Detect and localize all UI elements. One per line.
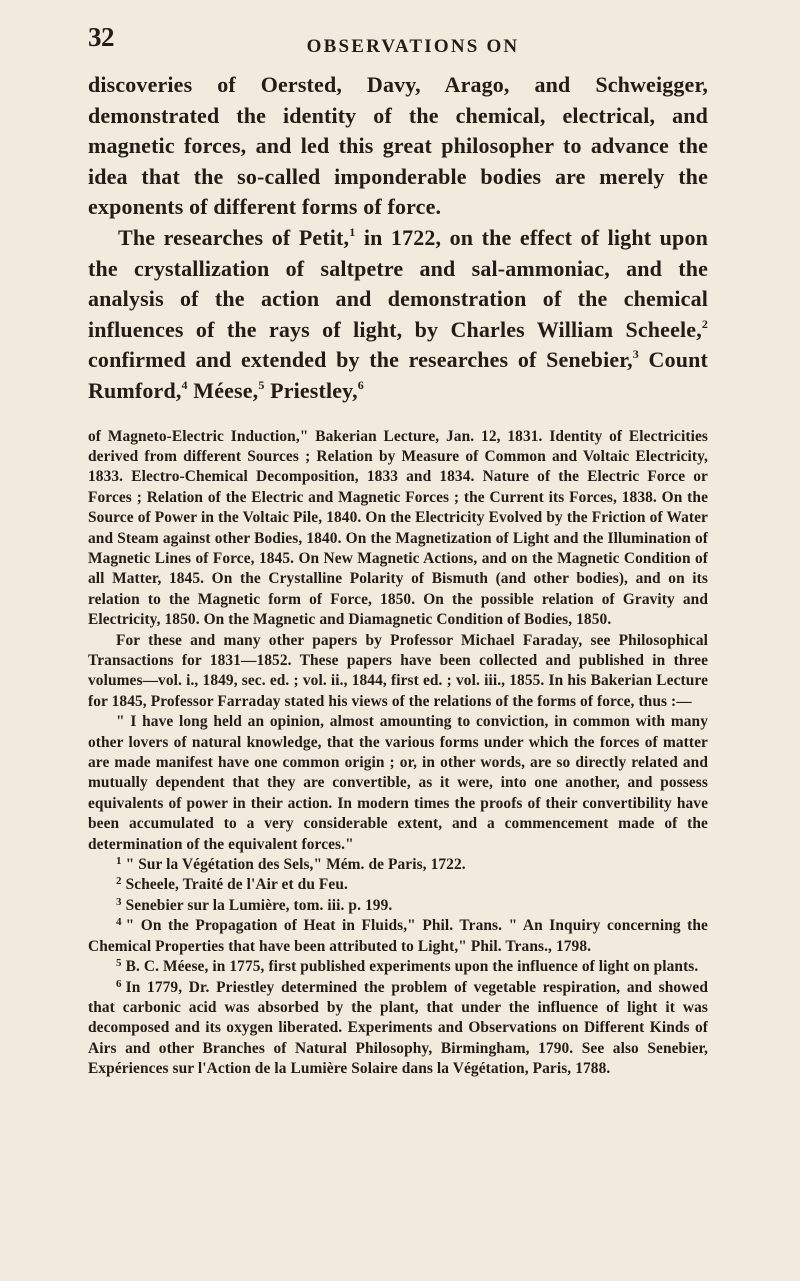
footnote-number: 5 bbox=[116, 957, 122, 970]
body-paragraph-2 bbox=[88, 223, 708, 407]
footnote-text: Scheele, Traité de l'Air et du Feu. bbox=[125, 876, 348, 894]
footnote-ref-5: 5 bbox=[258, 377, 265, 392]
page-number: 32 bbox=[88, 22, 114, 52]
footnote-text: Senebier sur la Lumière, tom. iii. p. 199. bbox=[125, 896, 393, 914]
page-header bbox=[88, 0, 708, 70]
footnote-number: 1 bbox=[116, 855, 122, 868]
footnote-ref-2: 2 bbox=[701, 316, 708, 331]
footnote-4 bbox=[88, 916, 708, 957]
footnote-number: 2 bbox=[116, 875, 122, 888]
text-run: Count Rumford, bbox=[88, 347, 708, 403]
body-paragraph-1: discoveries of Oersted, Davy, Arago, and Schweigger, demonstrated the identity of the chemical, electrical, and magnetic forces, and led this great philosopher to advance the idea that the so-called imponderable bodies are merely the exponents of different forms of force. bbox=[88, 72, 708, 220]
footnote-6 bbox=[88, 978, 708, 1080]
footnote-text: B. C. Méese, in 1775, first published experiments upon the influence of light on plants. bbox=[125, 958, 699, 976]
footnote-number: 6 bbox=[116, 977, 122, 990]
footnote-number: 3 bbox=[116, 895, 122, 908]
footnote-5 bbox=[88, 957, 708, 977]
footnote-faraday-paragraph: For these and many other papers by Professor Michael Faraday, see Philosophical Transactions for 1831—1852. These papers have been collected and published in three volumes—vol. i., 1849, sec. ed. ; vol. ii., 1844, first ed. ; vol. iii., 1855. In his Bakerian Lecture for 1845, Professor Farraday stated his views of the relations of the forms of force, thus :— bbox=[88, 631, 708, 710]
text-run: Méese, bbox=[187, 377, 259, 403]
footnote-text: In 1779, Dr. Priestley determined the problem of vegetable respiration, and showed that carbonic acid was absorbed by the plant, that under the influence of light it was decomposed and its oxygen liberated. Experiments and Observations on Different Kinds of Airs and other Branches of Natural Philosophy, Birmingham, 1790. See also Senebier, Expériences sur l'Action de la Lumière Solaire dans la Végétation, Paris, 1788. bbox=[88, 978, 708, 1078]
text-run: Priestley, bbox=[264, 377, 358, 403]
footnote-number: 4 bbox=[116, 916, 122, 929]
footnote-continuation: of Magneto-Electric Induction," Bakerian Lecture, Jan. 12, 1831. Identity of Electricities derived from different Sources ; Relation by Measure of Common and Voltaic Electricity, 1833. Electro-Chemical Decomposition, 1833 and 1834. Nature of the Electric Force or Forces ; Relation of the Electric and Magnetic Forces ; the Current its Forces, 1838. On the Source of Power in the Voltaic Pile, 1840. On the Electricity Evolved by the Friction of Water and Steam against other Bodies, 1840. On the Magnetization of Light and the Illumination of Magnetic Lines of Force, 1845. On New Magnetic Actions, and on the Magnetic Condition of all Matter, 1845. On the Crystalline Polarity of Bismuth (and other bodies), and on its relation to the Magnetic form of Force, 1850. On the possible relation of Gravity and Electricity, 1850. On the Magnetic and Diamagnetic Condition of Bodies, 1850. bbox=[88, 427, 708, 629]
footnote-3 bbox=[88, 896, 708, 916]
footnote-text: " Sur la Végétation des Sels," Mém. de Paris, 1722. bbox=[125, 856, 466, 874]
main-text bbox=[88, 70, 708, 407]
footnote-1 bbox=[88, 855, 708, 875]
footnote-faraday-quote: " I have long held an opinion, almost amounting to conviction, in common with many other lovers of natural knowledge, that the various forms under which the forces of matter are made manifest have one common origin ; or, in other words, are so directly related and mutually dependent that they are convertible, as it were, into one another, and possess equivalents of power in their action. In modern times the proofs of their convertibility have been accumulated to a very considerable extent, and a commencement made of the determination of the equivalent forces." bbox=[88, 713, 708, 853]
footnote-ref-4: 4 bbox=[181, 377, 188, 392]
footnote-ref-6: 6 bbox=[357, 377, 364, 392]
footnote-2 bbox=[88, 875, 708, 895]
text-run: confirmed and extended by the researches of Senebier, bbox=[88, 347, 633, 373]
footnote-ref-1: 1 bbox=[349, 224, 356, 239]
footnote-text: " On the Propagation of Heat in Fluids," Phil. Trans. " An Inquiry concerning the Chemical Properties that have been attributed to Light," Phil. Trans., 1798. bbox=[88, 917, 708, 955]
text-run: in 1722, on the effect of light upon the crystallization of saltpetre and sal-ammoniac, and the analysis of the action and demonstration of the chemical influences of the rays of light, by Charles William Scheele, bbox=[88, 224, 708, 342]
text-run: The researches of Petit, bbox=[118, 224, 350, 250]
footnotes bbox=[88, 427, 708, 1080]
running-title: OBSERVATIONS ON bbox=[306, 36, 520, 57]
footnote-ref-3: 3 bbox=[632, 347, 639, 362]
